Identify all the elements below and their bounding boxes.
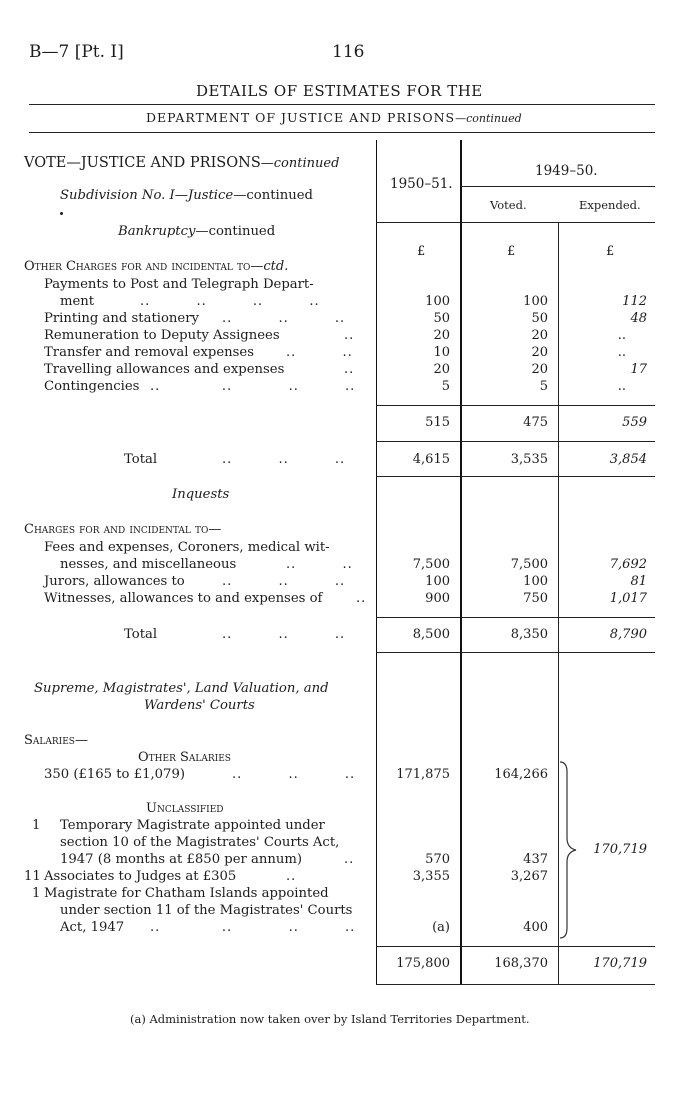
leader-dots: .. bbox=[344, 362, 355, 377]
unclassified-item-label: Temporary Magistrate appointed under bbox=[60, 818, 325, 833]
cell-voted: 3,267 bbox=[510, 869, 548, 884]
leader-dots: .. bbox=[356, 591, 367, 606]
unclassified-item-count: 1 bbox=[32, 886, 41, 901]
page-subtitle bbox=[146, 110, 522, 125]
leader-dots: .. .. .. bbox=[232, 767, 356, 782]
total-expended: 170,719 bbox=[593, 956, 647, 971]
cell-expended: 1,017 bbox=[609, 591, 647, 606]
unclassified-item-label-continued: 1947 (8 months at £850 per annum) bbox=[60, 852, 303, 867]
cell-1950: 100 bbox=[425, 294, 450, 309]
salaries-label: Salaries— bbox=[24, 733, 88, 748]
unclassified-item-label-continued: under section 11 of the Magistrates' Courts bbox=[60, 903, 353, 918]
brace-path bbox=[560, 762, 576, 938]
leader-dots: .. bbox=[344, 852, 355, 867]
cell-expended: .. bbox=[617, 379, 626, 394]
subtotal-rule bbox=[376, 405, 655, 406]
bankruptcy-item-label: Transfer and removal expenses bbox=[44, 345, 254, 360]
bracket-expended: 170,719 bbox=[593, 842, 647, 857]
cell-1950: 3,355 bbox=[412, 869, 450, 884]
column-divider-main bbox=[460, 140, 462, 985]
cell-1950: 570 bbox=[425, 852, 450, 867]
cell-voted: 164,266 bbox=[494, 767, 548, 782]
cell-voted: 7,500 bbox=[510, 557, 548, 572]
leader-dots: .. .. bbox=[286, 557, 353, 572]
leader-dots: .. bbox=[344, 328, 355, 343]
cell-1950: 50 bbox=[433, 311, 450, 326]
cell-voted: 437 bbox=[523, 852, 548, 867]
cell-1950: 7,500 bbox=[412, 557, 450, 572]
inquests-group-label: Charges for and incidental to— bbox=[24, 522, 222, 537]
cell-expended: .. bbox=[617, 345, 626, 360]
unclassified-label: Unclassified bbox=[146, 801, 224, 816]
cell-1950: (a) bbox=[432, 920, 450, 935]
subtotal-expended: 559 bbox=[622, 415, 647, 430]
bankruptcy-item-label: Contingencies bbox=[44, 379, 140, 394]
total-rule-top bbox=[376, 617, 655, 618]
subdivision-title-suffix: —continued bbox=[233, 188, 313, 203]
leader-dots: .. .. .. bbox=[222, 627, 346, 642]
leader-dots: .. .. .. bbox=[222, 574, 346, 589]
cell-expended: 81 bbox=[630, 574, 647, 589]
cell-1950: 171,875 bbox=[396, 767, 450, 782]
unclassified-item-label: Associates to Judges at £305 bbox=[44, 869, 237, 884]
leader-dots: .. .. .. bbox=[222, 311, 346, 326]
cell-voted: 20 bbox=[531, 362, 548, 377]
cell-expended: 112 bbox=[622, 294, 647, 309]
cell-voted: 100 bbox=[523, 574, 548, 589]
cell-voted: 20 bbox=[531, 345, 548, 360]
unclassified-item-count: 11 bbox=[24, 869, 41, 884]
bankruptcy-group-text: Other Charges for and incidental to— bbox=[24, 259, 264, 274]
cell-expended: 48 bbox=[630, 311, 647, 326]
total-rule-top bbox=[376, 441, 655, 442]
unclassified-item-label-continued: Act, 1947 bbox=[60, 920, 125, 935]
currency-voted: £ bbox=[507, 244, 516, 259]
leader-dots: .. .. .. .. bbox=[150, 920, 356, 935]
column-header-voted: Voted. bbox=[490, 198, 527, 212]
currency-1950: £ bbox=[417, 244, 426, 259]
total-rule-top bbox=[376, 946, 655, 947]
title-rule bbox=[29, 104, 655, 105]
total-voted: 8,350 bbox=[510, 627, 548, 642]
vote-title bbox=[24, 155, 339, 171]
subtitle-text: DEPARTMENT OF JUSTICE AND PRISONS bbox=[146, 110, 456, 125]
unclassified-item-label: Magistrate for Chatham Islands appointed bbox=[44, 886, 329, 901]
cell-voted: 100 bbox=[523, 294, 548, 309]
brace-icon bbox=[558, 760, 582, 940]
cell-voted: 50 bbox=[531, 311, 548, 326]
stray-mark bbox=[60, 212, 63, 215]
cell-expended: 7,692 bbox=[609, 557, 647, 572]
total-1950: 8,500 bbox=[412, 627, 450, 642]
bankruptcy-total-label: Total bbox=[124, 452, 158, 467]
bankruptcy-heading-suffix: —continued bbox=[195, 224, 276, 239]
subtotal-1950: 515 bbox=[425, 415, 450, 430]
total-rule-bottom bbox=[376, 652, 655, 653]
inquests-heading: Inquests bbox=[172, 487, 230, 502]
cell-expended: .. bbox=[617, 328, 626, 343]
currency-expended: £ bbox=[606, 244, 615, 259]
cell-1950: 100 bbox=[425, 574, 450, 589]
cell-1950: 900 bbox=[425, 591, 450, 606]
vote-title-suffix: —continued bbox=[260, 156, 340, 171]
year-header-rule bbox=[461, 186, 655, 187]
cell-voted: 400 bbox=[523, 920, 548, 935]
inquests-total-label: Total bbox=[124, 627, 158, 642]
vote-title-text: VOTE—JUSTICE AND PRISONS bbox=[24, 155, 261, 171]
cell-voted: 20 bbox=[531, 328, 548, 343]
column-header-expended: Expended. bbox=[579, 198, 641, 212]
other-salaries-item-label: 350 (£165 to £1,079) bbox=[44, 767, 185, 782]
inquests-item-label-continued: nesses, and miscellaneous bbox=[60, 557, 237, 572]
page-reference: B—7 [Pt. I] bbox=[29, 42, 124, 62]
courts-heading-continued: Wardens' Courts bbox=[144, 698, 255, 713]
subtitle-suffix: —continued bbox=[455, 112, 522, 125]
total-1950: 4,615 bbox=[412, 452, 450, 467]
total-expended: 3,854 bbox=[609, 452, 647, 467]
cell-voted: 5 bbox=[539, 379, 548, 394]
bankruptcy-item-label: Remuneration to Deputy Assignees bbox=[44, 328, 280, 343]
unclassified-item-count: 1 bbox=[32, 818, 41, 833]
footnote: (a) Administration now taken over by Island Territories Department. bbox=[130, 1012, 530, 1026]
column-header-rule bbox=[376, 222, 655, 223]
subdivision-title-text: Subdivision No. I—Justice bbox=[60, 188, 234, 203]
cell-1950: 20 bbox=[433, 362, 450, 377]
leader-dots: .. .. .. .. bbox=[140, 294, 320, 309]
page-title: DETAILS OF ESTIMATES FOR THE bbox=[196, 82, 483, 100]
bankruptcy-heading bbox=[118, 224, 275, 239]
column-divider-left bbox=[376, 140, 377, 985]
column-header-1950: 1950–51. bbox=[390, 176, 453, 192]
subdivision-title bbox=[60, 188, 313, 203]
total-1950: 175,800 bbox=[396, 956, 450, 971]
total-expended: 8,790 bbox=[609, 627, 647, 642]
cell-1950: 20 bbox=[433, 328, 450, 343]
leader-dots: .. .. bbox=[286, 345, 353, 360]
page-number: 116 bbox=[332, 42, 365, 62]
column-header-1949: 1949–50. bbox=[535, 163, 598, 179]
leader-dots: .. bbox=[286, 869, 297, 884]
bankruptcy-heading-text: Bankruptcy bbox=[118, 224, 196, 239]
inquests-item-label: Jurors, allowances to bbox=[44, 574, 185, 589]
bankruptcy-item-label-continued: ment bbox=[60, 294, 95, 309]
leader-dots: .. .. .. bbox=[222, 452, 346, 467]
courts-heading: Supreme, Magistrates', Land Valuation, and bbox=[34, 681, 329, 696]
other-salaries-label: Other Salaries bbox=[138, 750, 231, 765]
bankruptcy-item-label: Printing and stationery bbox=[44, 311, 199, 326]
cell-voted: 750 bbox=[523, 591, 548, 606]
bankruptcy-group-label bbox=[24, 259, 288, 274]
bankruptcy-item-label: Payments to Post and Telegraph Depart- bbox=[44, 277, 314, 292]
total-voted: 168,370 bbox=[494, 956, 548, 971]
cell-1950: 5 bbox=[441, 379, 450, 394]
bankruptcy-group-suffix: ctd. bbox=[263, 259, 289, 274]
inquests-item-label: Witnesses, allowances to and expenses of bbox=[44, 591, 323, 606]
total-rule-bottom bbox=[376, 476, 655, 477]
unclassified-item-label-continued: section 10 of the Magistrates' Courts Act, bbox=[60, 835, 340, 850]
leader-dots: .. .. .. .. bbox=[150, 379, 356, 394]
cell-expended: 17 bbox=[630, 362, 647, 377]
subtitle-rule bbox=[29, 132, 655, 133]
inquests-item-label: Fees and expenses, Coroners, medical wit- bbox=[44, 540, 330, 555]
bankruptcy-item-label: Travelling allowances and expenses bbox=[44, 362, 285, 377]
cell-1950: 10 bbox=[433, 345, 450, 360]
total-voted: 3,535 bbox=[510, 452, 548, 467]
total-rule-bottom bbox=[376, 984, 655, 985]
subtotal-voted: 475 bbox=[523, 415, 548, 430]
